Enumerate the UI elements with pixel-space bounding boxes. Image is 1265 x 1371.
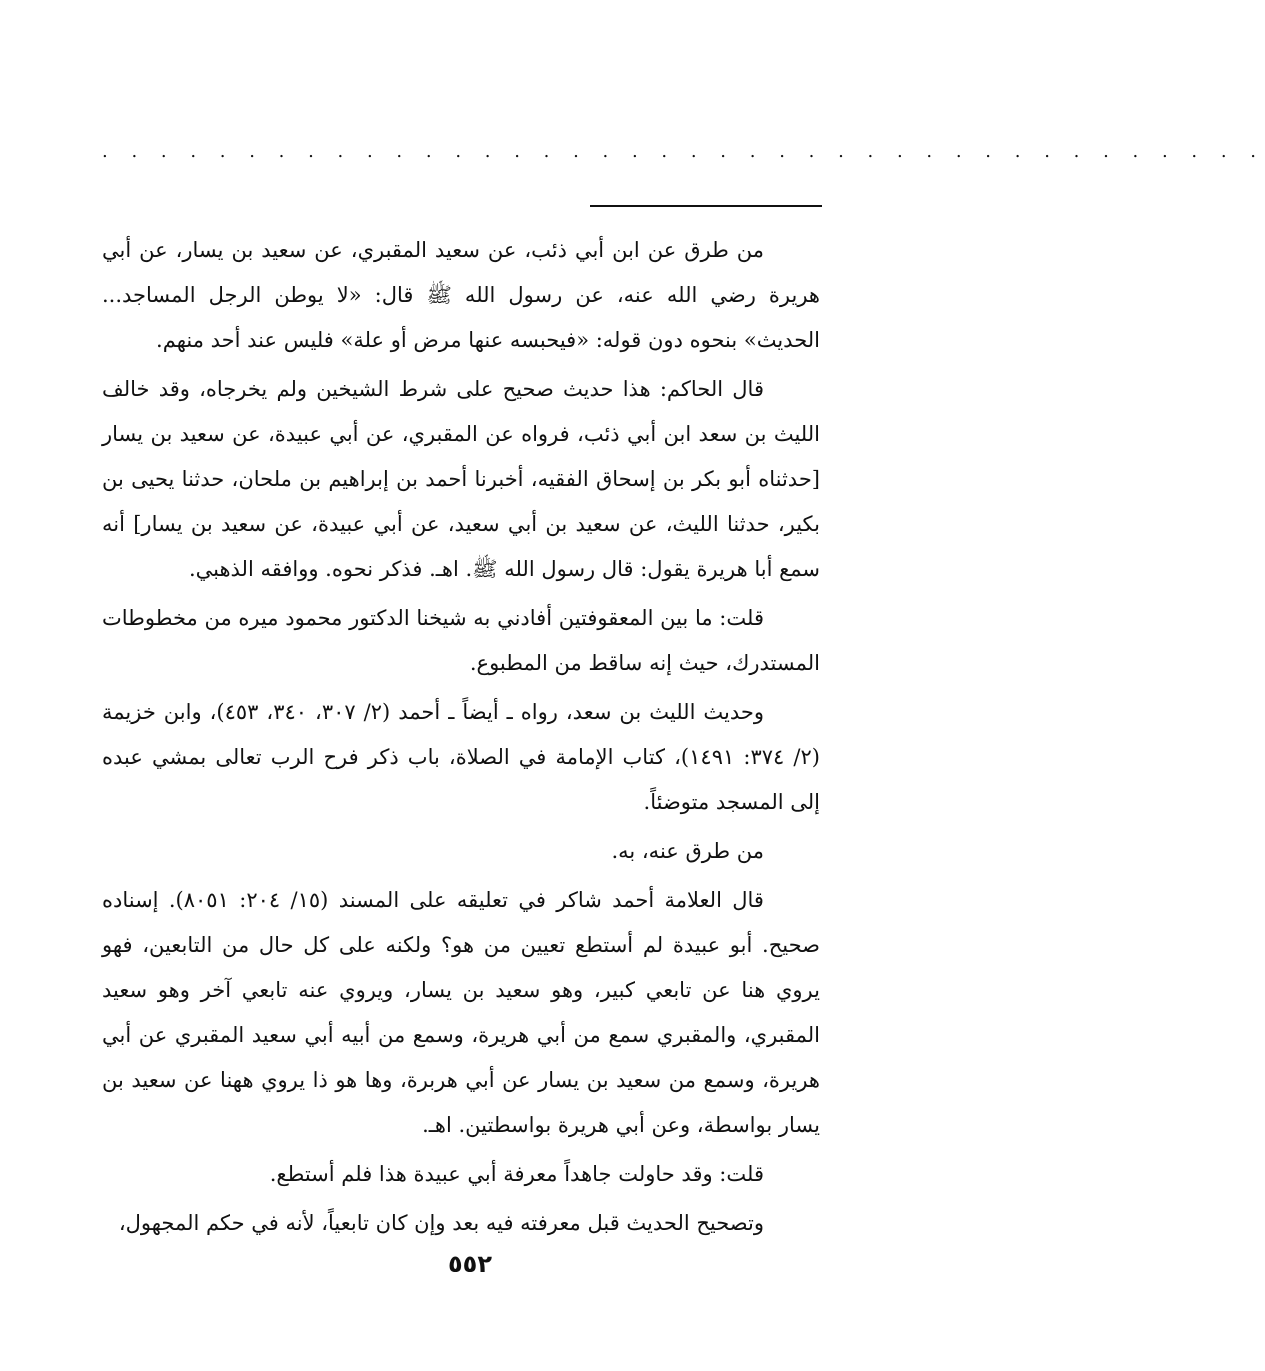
paragraph-1: من طرق عن ابن أبي ذئب، عن سعيد المقبري، عن سعيد بن يسار، عن أبي هريرة رضي الله عنه، عن رسول الله ﷺ قال: «لا يوطن الرجل المساجد... الحديث» بنحوه دون قوله: «فيحبسه عنها مرض أو علة» فليس عند أحد منهم.	[102, 238, 820, 352]
paragraph-6: قال العلامة أحمد شاكر في تعليقه على المسند (١٥/ ٢٠٤: ٨٠٥١). إسناده صحيح. أبو عبيدة لم أستطع تعيين من هو؟ ولكنه على كل حال من التابعين، فهو يروي هنا عن تابعي كبير، وهو سعيد بن يسار، ويروي عنه تابعي آخر وهو سعيد المقبري، والمقبري سمع من أبي هريرة، وسمع من أبيه أبي سعيد المقبري عن أبي هريرة، وسمع من سعيد بن يسار عن أبي هربرة، وها هو ذا يروي ههنا عن سعيد بن يسار بواسطة، وعن أبي هريرة بواسطتين. اهـ.	[102, 888, 820, 1137]
paragraph-2: قال الحاكم: هذا حديث صحيح على شرط الشيخين ولم يخرجاه، وقد خالف الليث بن سعد ابن أبي ذئب، فرواه عن المقبري، عن أبي عبيدة، عن سعيد بن يسار [حدثناه أبو بكر بن إسحاق الفقيه، أخبرنا أحمد بن إبراهيم بن ملحان، حدثنا يحيى بن بكير، حدثنا الليث، عن سعيد بن أبي سعيد، عن أبي عبيدة، عن سعيد بن يسار] أنه سمع أبا هريرة يقول: قال رسول الله ﷺ. اهـ. فذكر نحوه. ووافقه الذهبي.	[102, 377, 820, 581]
dotted-separator: . . . . . . . . . . . . . . . . . . . . . . . . . . . . . . . . . . . . . . . .	[102, 141, 1265, 162]
paragraph-7: قلت: وقد حاولت جاهداً معرفة أبي عبيدة هذا فلم أستطع.	[269, 1162, 764, 1186]
footnote-text	[102, 228, 820, 1250]
footnote-rule	[590, 205, 822, 207]
paragraph-4: وحديث الليث بن سعد، رواه ـ أيضاً ـ أحمد (٢/ ٣٠٧، ٣٤٠، ٤٥٣)، وابن خزيمة (٢/ ٣٧٤: ١٤٩١)، كتاب الإمامة في الصلاة، باب ذكر فرح الرب تعالى بمشي عبده إلى المسجد متوضئاً.	[102, 700, 820, 814]
paragraph-8: وتصحيح الحديث قبل معرفته فيه بعد وإن كان تابعياً، لأنه في حكم المجهول،	[118, 1211, 764, 1235]
paragraph-3: قلت: ما بين المعقوفتين أفادني به شيخنا الدكتور محمود ميره من مخطوطات المستدرك، حيث إنه ساقط من المطبوع.	[102, 606, 820, 675]
page-number: ٥٥٢	[448, 1250, 492, 1278]
paragraph-5: من طرق عنه، به.	[611, 839, 764, 863]
